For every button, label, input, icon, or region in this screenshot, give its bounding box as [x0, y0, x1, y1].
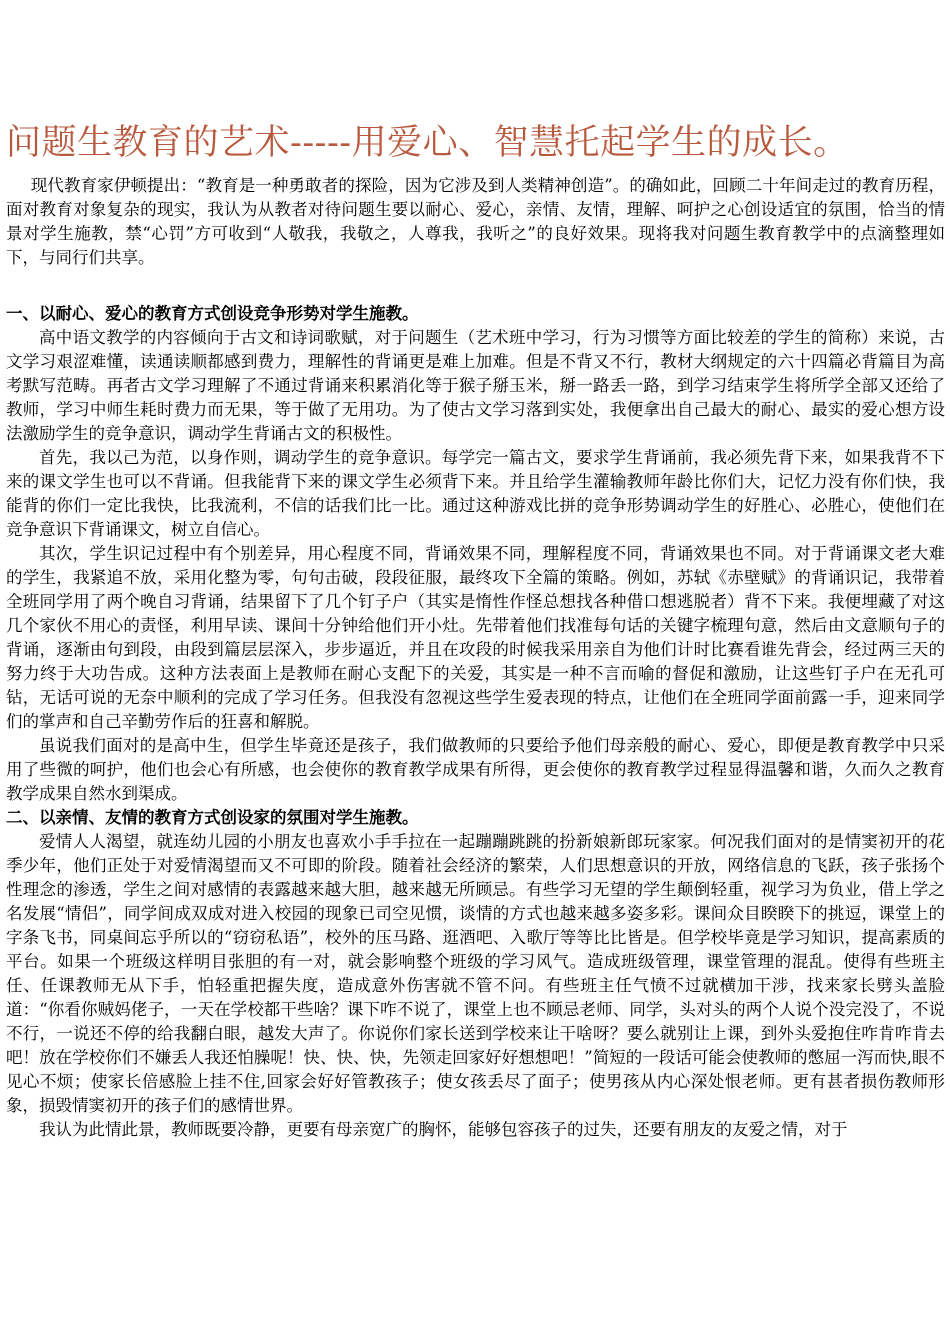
- document-title: 问题生教育的艺术-----用爱心、智慧托起学生的成长。: [6, 123, 849, 163]
- section-spacer: [6, 270, 945, 302]
- section-1-paragraph: 高中语文教学的内容倾向于古文和诗词歌赋，对于问题生（艺术班中学习，行为习惯等方面比较差的学生的简称）来说，古文学习艰涩难懂，读通读顺都感到费力，理解性的背诵更是难上加难。但是不背又不行，教材大纲规定的六十四篇必背篇目为高考默写范畴。再者古文学习理解了不通过背诵来积累消化等于猴子掰玉米，掰一路丢一路，到学习结束学生将所学全部又还给了教师，学习中师生耗时费力而无果，等于做了无用功。为了使古文学习落到实处，我便拿出自己最大的耐心、最实的爱心想方设法激励学生的竞争意识，调动学生背诵古文的积极性。: [6, 328, 945, 443]
- section-2-paragraph: 爱情人人渴望，就连幼儿园的小朋友也喜欢小手手拉在一起蹦蹦跳跳的扮新娘新郎玩家家。何况我们面对的是情窦初开的花季少年，他们正处于对爱情渴望而又不可即的阶段。随着社会经济的繁荣，人们思想意识的开放，网络信息的飞跃，孩子张扬个性理念的渗透，学生之间对感情的表露越来越大胆，越来越无所顾忌。有些学习无望的学生颠倒轻重，视学习为负业，借上学之名发展“情侣”，同学间成双成对进入校园的现象已司空见惯，谈情的方式也越来越多姿多彩。课间众目睽睽下的挑逗，课堂上的字条飞书，同桌间忘乎所以的“窃窃私语”，校外的压马路、逛酒吧、入歌厅等等比比皆是。但学校毕竟是学习知识，提高素质的平台。如果一个班级这样明目张胆的有一对，就会影响整个班级的学习风气。造成班级管理，课堂管理的混乱。使得有些班主任、任课教师无从下手，怕轻重把握失度，造成意外伤害就不管不问。有些班主任气愤不过就横加干涉，找来家长劈头盖脸道：“你看你贼妈佬子，一天在学校都干些啥？课下咋不说了，课堂上也不顾忌老师、同学，头对头的两个人说个没完没了，不说不行，一说还不停的给我翻白眼，越发大声了。你说你们家长送到学校来让干啥呀？要么就别让上课，到外头爱抱住咋肯咋肯去吧！放在学校你们不嫌丢人我还怕臊呢！快、快、快，先领走回家好好想想吧！”简短的一段话可能会使教师的憋屈一泻而快,眼不见心不烦；使家长倍感脸上挂不住,回家会好好管教孩子；使女孩丢尽了面子；使男孩从内心深处恨老师。更有甚者损伤教师形象，损毁情窦初开的孩子们的感情世界。: [6, 832, 945, 1115]
- section-1-paragraph: 首先，我以己为范，以身作则，调动学生的竞争意识。每学完一篇古文，要求学生背诵前，我必须先背下来，如果我背不下来的课文学生也可以不背诵。但我能背下来的课文学生必须背下来。并且给学生灌输教师年龄比你们大，记忆力没有你们快，我能背的你们一定比我快，比我流利，不信的话我们比一比。通过这种游戏比拼的竞争形势调动学生的好胜心、必胜心，使他们在竞争意识下背诵课文，树立自信心。: [6, 448, 945, 539]
- section-1-paragraph: 其次，学生识记过程中有个别差异，用心程度不同，背诵效果不同，理解程度不同，背诵效果也不同。对于背诵课文老大难的学生，我紧追不放，采用化整为零，句句击破，段段征服，最终攻下全篇的策略。例如，苏轼《赤壁赋》的背诵识记，我带着全班同学用了两个晚自习背诵，结果留下了几个钉子户（其实是惰性作怪总想找各种借口想逃脱者）背不下来。我便埋藏了对这几个家伙不用心的责怪，利用早读、课间十分钟给他们开小灶。先带着他们找准每句话的关键字梳理句意，然后由文意顺句子的背诵，逐渐由句到段，由段到篇层层深入，步步逼近，并且在攻段的时候我采用亲自为他们计时比赛看谁先背会，经过两三天的努力终于大功告成。这种方法表面上是教师在耐心支配下的关爱，其实是一种不言而喻的督促和激励，让这些钉子户在无孔可钻，无话可说的无奈中顺利的完成了学习任务。但我没有忽视这些学生爱表现的特点，让他们在全班同学面前露一手，迎来同学们的掌声和自己辛勤劳作后的狂喜和解脱。: [6, 544, 945, 731]
- section-1-paragraph: 虽说我们面对的是高中生，但学生毕竟还是孩子，我们做教师的只要给予他们母亲般的耐心、爱心，即便是教育教学中只采用了些微的呵护，他们也会心有所感，也会使你的教育教学成果有所得，更会使你的教育教学过程显得温馨和谐，久而久之教育教学成果自然水到渠成。: [6, 736, 945, 803]
- section-2-paragraph: 我认为此情此景，教师既要冷静，更要有母亲宽广的胸怀，能够包容孩子的过失，还要有朋友的友爱之情，对于: [39, 1120, 848, 1139]
- section-2-heading: 二、以亲情、友情的教育方式创设家的氛围对学生施教。: [6, 808, 419, 827]
- section-1-heading: 一、以耐心、爱心的教育方式创设竞争形势对学生施教。: [6, 304, 419, 323]
- intro-paragraph: 现代教育家伊顿提出：“教育是一种勇敢者的探险，因为它涉及到人类精神创造”。的确如此，回顾二十年间走过的教育历程，面对教育对象复杂的现实，我认为从教者对待问题生要以耐心、爱心，亲情、友情，理解、呵护之心创设适宜的氛围，恰当的情景对学生施教，禁“心罚”方可收到“人敬我，我敬之，人尊我，我听之”的良好效果。现将我对问题生教育教学中的点滴整理如下，与同行们共享。: [6, 176, 945, 267]
